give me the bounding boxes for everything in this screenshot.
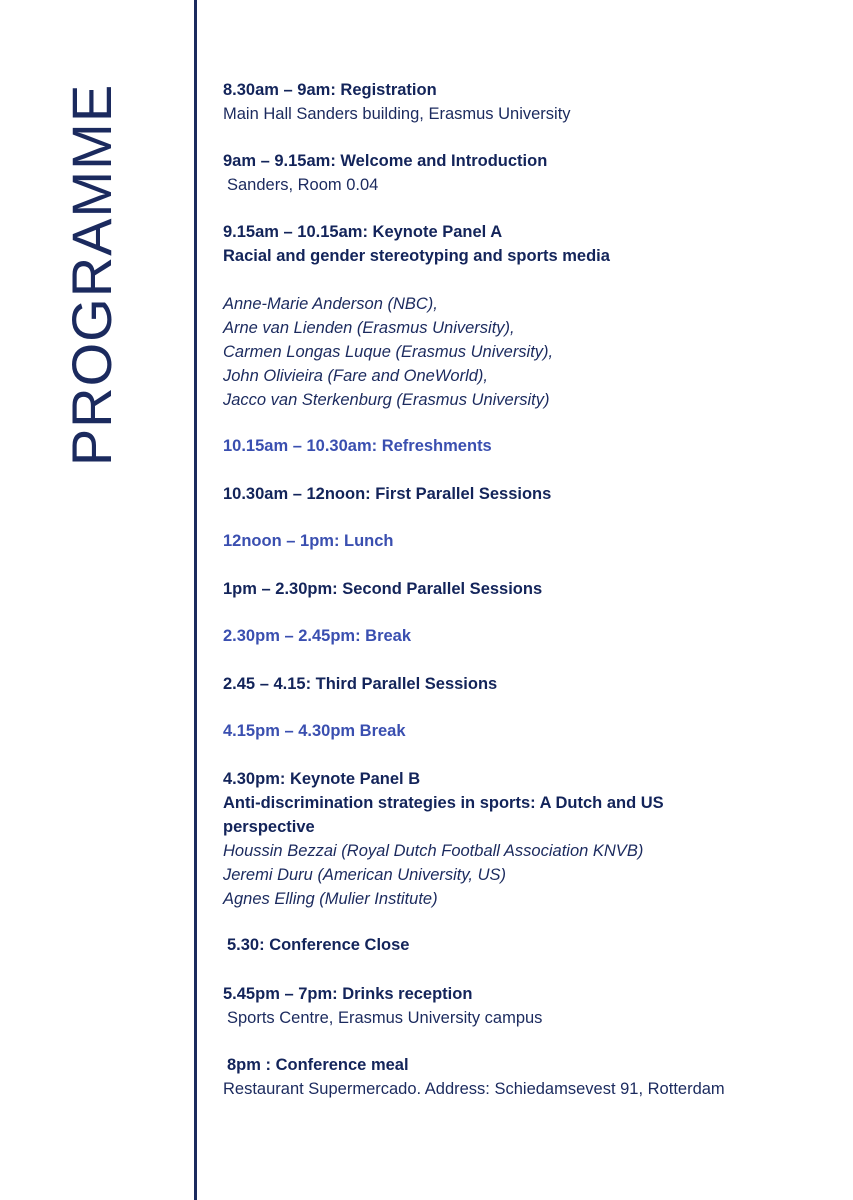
speaker: Jeremi Duru (American University, US) [223,866,506,884]
schedule-item-registration [223,78,571,126]
schedule-item-lunch: 12noon – 1pm: Lunch [223,532,394,550]
speaker: Agnes Elling (Mulier Institute) [223,890,438,908]
welcome-location: Sanders, Room 0.04 [227,176,379,194]
schedule-item-welcome [223,149,547,197]
schedule-item-refreshments: 10.15am – 10.30am: Refreshments [223,437,492,455]
drinks-location: Sports Centre, Erasmus University campus [227,1009,543,1027]
meal-time: 8pm : Conference meal [227,1056,409,1074]
speaker: Arne van Lienden (Erasmus University), [223,319,515,337]
schedule-item-panel-a [223,220,610,268]
schedule-item-panel-b [223,767,664,911]
schedule-item-third-parallel: 2.45 – 4.15: Third Parallel Sessions [223,675,498,693]
schedule-item-meal [223,1053,725,1101]
registration-time: 8.30am – 9am: Registration [223,81,437,99]
speaker: Jacco van Sterkenburg (Erasmus University) [223,391,550,409]
speaker: Anne-Marie Anderson (NBC), [223,295,438,313]
speaker: Carmen Longas Luque (Erasmus University), [223,343,554,361]
registration-location: Main Hall Sanders building, Erasmus University [223,105,571,123]
page-title: PROGRAMME [60,83,123,467]
schedule-item-first-parallel: 10.30am – 12noon: First Parallel Sessions [223,485,552,503]
drinks-time: 5.45pm – 7pm: Drinks reception [223,985,473,1003]
panel-a-speakers [223,292,553,412]
meal-location: Restaurant Supermercado. Address: Schiedamsevest 91, Rotterdam [223,1080,725,1098]
panel-b-topic-line2: perspective [223,818,315,836]
speaker: John Olivieira (Fare and OneWorld), [223,367,489,385]
panel-a-time: 9.15am – 10.15am: Keynote Panel A [223,223,503,241]
welcome-time: 9am – 9.15am: Welcome and Introduction [223,152,548,170]
schedule-item-second-parallel: 1pm – 2.30pm: Second Parallel Sessions [223,580,543,598]
vertical-divider [194,0,197,1200]
panel-b-time: 4.30pm: Keynote Panel B [223,770,421,788]
schedule-item-break-2: 4.15pm – 4.30pm Break [223,722,406,740]
panel-b-topic-line1: Anti-discrimination strategies in sports: A Dutch and US [223,794,664,812]
speaker: Houssin Bezzai (Royal Dutch Football Association KNVB) [223,842,644,860]
schedule-item-drinks [223,982,542,1030]
panel-a-topic: Racial and gender stereotyping and sports media [223,247,610,265]
schedule-item-close: 5.30: Conference Close [227,936,410,954]
schedule-item-break-1: 2.30pm – 2.45pm: Break [223,627,412,645]
